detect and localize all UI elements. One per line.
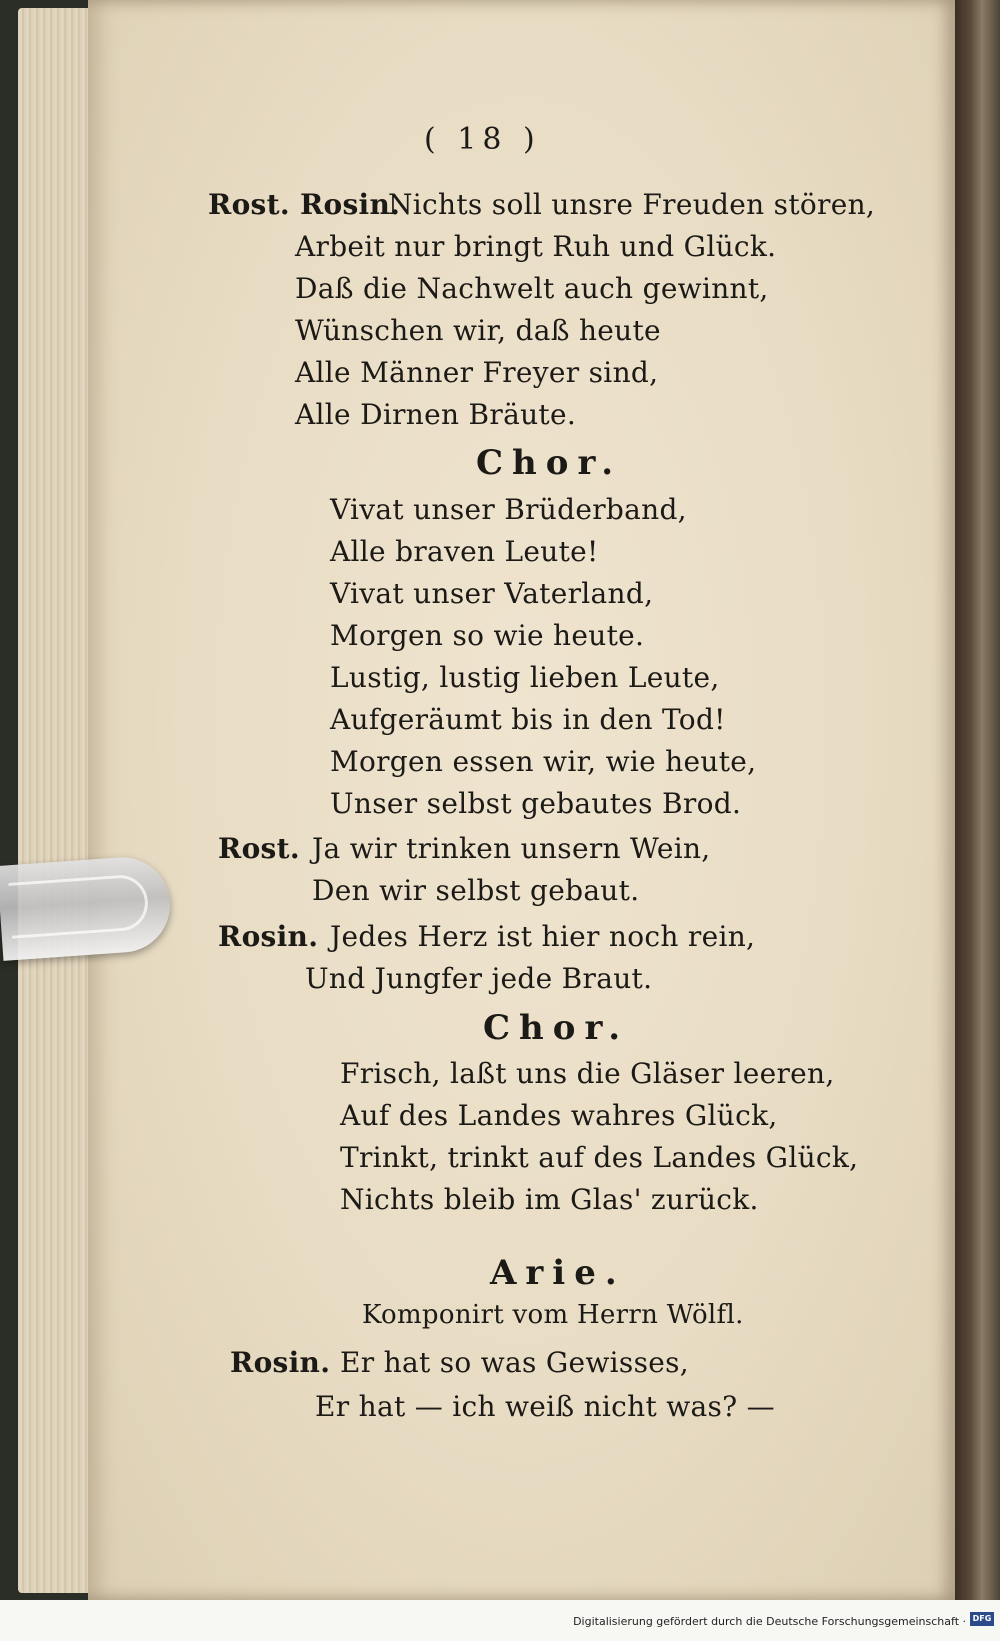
verse-line: Unser selbst gebautes Brod. — [330, 787, 742, 820]
verse-line: Arbeit nur bringt Ruh und Glück. — [295, 230, 777, 263]
speaker-label: Rost. — [218, 832, 300, 865]
verse-line: Trinkt, trinkt auf des Landes Glück, — [340, 1141, 859, 1174]
verse-line: Jedes Herz ist hier noch rein, — [330, 920, 756, 953]
speaker-label: Rosin. — [218, 920, 319, 953]
section-heading: Arie. — [490, 1253, 626, 1293]
speaker-label: Rost. Rosin. — [208, 188, 401, 221]
speaker-label: Rosin. — [230, 1346, 331, 1379]
digitization-credit: Digitalisierung gefördert durch die Deutsche Forschungsgemeinschaft · — [573, 1615, 966, 1628]
page-clip — [0, 850, 175, 970]
verse-line: Auf des Landes wahres Glück, — [340, 1099, 778, 1132]
page-edges — [18, 8, 98, 1593]
verse-line: Ja wir trinken unsern Wein, — [312, 832, 711, 865]
verse-line: Alle Männer Freyer sind, — [295, 356, 659, 389]
verse-line: Alle braven Leute! — [330, 535, 599, 568]
page-number: ( 18 ) — [424, 122, 541, 157]
verse-line: Nichts soll unsre Freuden stören, — [388, 188, 876, 221]
verse-line: Vivat unser Vaterland, — [330, 577, 654, 610]
dfg-logo-icon: DFG — [970, 1612, 994, 1626]
verse-line: Daß die Nachwelt auch gewinnt, — [295, 272, 769, 305]
verse-line: Morgen so wie heute. — [330, 619, 645, 652]
verse-line: Lustig, lustig lieben Leute, — [330, 661, 720, 694]
verse-line: Wünschen wir, daß heute — [295, 314, 661, 347]
verse-line: Frisch, laßt uns die Gläser leeren, — [340, 1057, 835, 1090]
verse-line: Aufgeräumt bis in den Tod! — [330, 703, 726, 736]
verse-line: Er hat so was Gewisses, — [340, 1346, 689, 1379]
composer-note: Komponirt vom Herrn Wölfl. — [362, 1300, 744, 1330]
verse-line: Er hat — ich weiß nicht was? — — [315, 1390, 775, 1423]
verse-line: Morgen essen wir, wie heute, — [330, 745, 757, 778]
verse-line: Und Jungfer jede Braut. — [305, 962, 653, 995]
section-heading: Chor. — [483, 1008, 630, 1048]
verse-line: Nichts bleib im Glas' zurück. — [340, 1183, 759, 1216]
clip-highlight — [8, 873, 150, 938]
section-heading: Chor. — [476, 443, 623, 483]
verse-line: Vivat unser Brüderband, — [330, 493, 687, 526]
verse-line: Alle Dirnen Bräute. — [295, 398, 577, 431]
facing-page-edge — [955, 0, 1000, 1641]
verse-line: Den wir selbst gebaut. — [312, 874, 640, 907]
